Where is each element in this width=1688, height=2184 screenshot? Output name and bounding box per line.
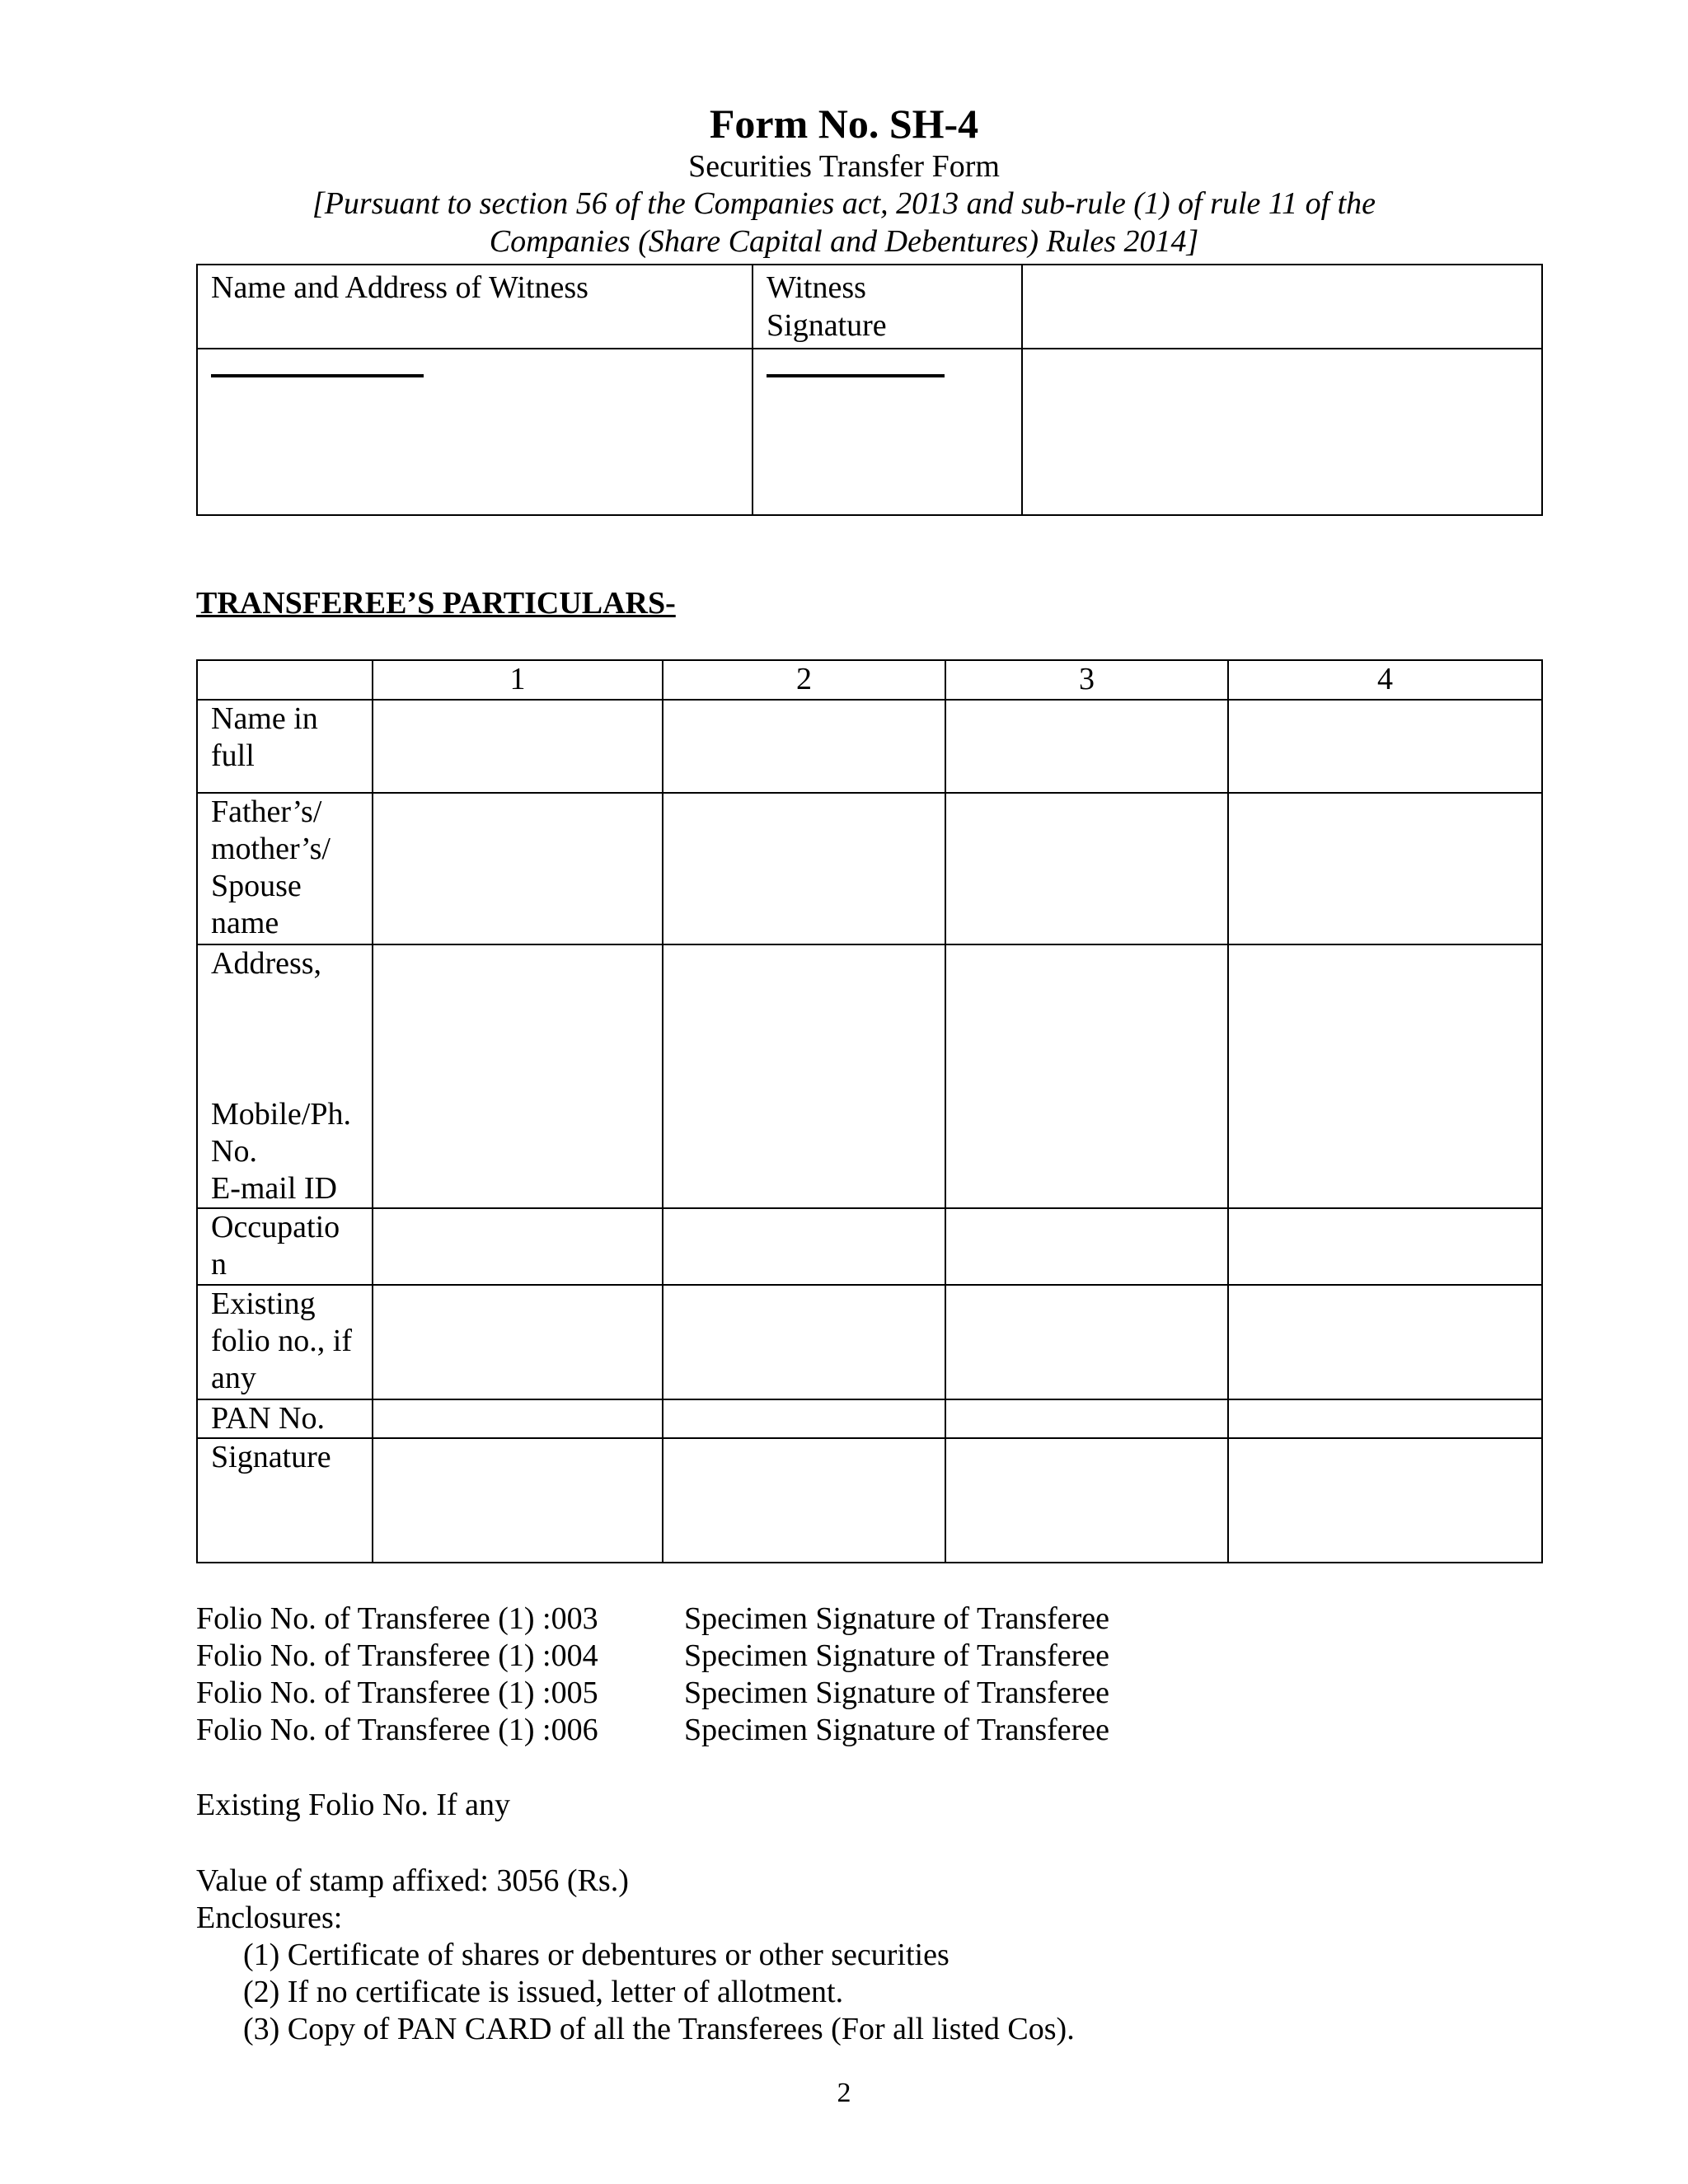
signature-cell-3[interactable]	[945, 1438, 1228, 1563]
transferee-heading: TRANSFEREE’S PARTICULARS-	[196, 586, 676, 621]
occupation-cell-1[interactable]	[373, 1208, 663, 1285]
occupation-cell-2[interactable]	[663, 1208, 945, 1285]
witness-name-header: Name and Address of Witness	[197, 265, 753, 349]
row-label-folio	[197, 1285, 373, 1399]
name-cell-3[interactable]	[945, 700, 1228, 793]
label-line: n	[211, 1247, 227, 1282]
row-label-name	[197, 700, 373, 793]
column-header-1: 1	[373, 660, 663, 700]
table-row	[197, 700, 1542, 793]
witness-name-underline	[211, 374, 424, 377]
signature-cell-1[interactable]	[373, 1438, 663, 1563]
contact-label	[211, 1096, 351, 1207]
name-cell-1[interactable]	[373, 700, 663, 793]
label-line: Name in	[211, 701, 318, 736]
row-label-address	[197, 944, 373, 1208]
row-label-pan: PAN No.	[197, 1399, 373, 1438]
enclosure-item: (2) If no certificate is issued, letter of allotment.	[243, 1975, 844, 2009]
row-label-occupation	[197, 1208, 373, 1285]
pan-cell-1[interactable]	[373, 1399, 663, 1438]
label-line: Occupatio	[211, 1210, 340, 1244]
address-cell-2[interactable]	[663, 944, 945, 1208]
folio-number: Folio No. of Transferee (1) :006	[196, 1713, 598, 1747]
witness-signature-header-line-1: Witness	[767, 270, 866, 305]
label-line: name	[211, 906, 279, 940]
folio-line	[196, 1601, 1110, 1638]
parent-cell-1[interactable]	[373, 793, 663, 944]
parent-cell-3[interactable]	[945, 793, 1228, 944]
enclosure-item: (3) Copy of PAN CARD of all the Transferees (For all listed Cos).	[243, 2012, 1075, 2046]
label-line: Father’s/	[211, 794, 322, 829]
pursuant-note	[0, 185, 1688, 260]
folio-number: Folio No. of Transferee (1) :004	[196, 1638, 598, 1673]
label-line: Spouse	[211, 869, 302, 903]
pan-cell-4[interactable]	[1228, 1399, 1542, 1438]
pan-cell-3[interactable]	[945, 1399, 1228, 1438]
folio-cell-3[interactable]	[945, 1285, 1228, 1399]
table-row	[197, 1285, 1542, 1399]
parent-cell-2[interactable]	[663, 793, 945, 944]
folio-cell-2[interactable]	[663, 1285, 945, 1399]
column-header-2: 2	[663, 660, 945, 700]
folio-number: Folio No. of Transferee (1) :005	[196, 1675, 598, 1710]
label-line: full	[211, 738, 255, 773]
header-blank	[197, 660, 373, 700]
transferee-table	[196, 659, 1543, 1563]
folio-cell-1[interactable]	[373, 1285, 663, 1399]
folio-line	[196, 1675, 1110, 1712]
label-line: No.	[211, 1134, 257, 1169]
address-cell-4[interactable]	[1228, 944, 1542, 1208]
table-row	[197, 793, 1542, 944]
enclosure-item: (1) Certificate of shares or debentures or other securities	[243, 1938, 950, 1972]
specimen-signature-label: Specimen Signature of Transferee	[684, 1638, 1110, 1673]
table-header-row	[197, 660, 1542, 700]
signature-cell-2[interactable]	[663, 1438, 945, 1563]
witness-signature-underline	[767, 374, 945, 377]
column-header-4: 4	[1228, 660, 1542, 700]
table-row	[197, 1399, 1542, 1438]
existing-folio-label: Existing Folio No. If any	[196, 1788, 511, 1822]
pursuant-line-1: [Pursuant to section 56 of the Companies act, 2013 and sub-rule (1) of rule 11 of the	[312, 186, 1376, 221]
specimen-signature-label: Specimen Signature of Transferee	[684, 1675, 1110, 1710]
label-line: Address,	[211, 946, 322, 981]
address-cell-3[interactable]	[945, 944, 1228, 1208]
witness-blank-header	[1022, 265, 1542, 349]
witness-signature-header	[753, 265, 1022, 349]
label-line: folio no., if	[211, 1324, 352, 1358]
stamp-value: Value of stamp affixed: 3056 (Rs.)	[196, 1863, 629, 1898]
label-line: Existing	[211, 1286, 316, 1321]
folio-cell-4[interactable]	[1228, 1285, 1542, 1399]
label-line: Mobile/Ph.	[211, 1097, 351, 1132]
form-subtitle: Securities Transfer Form	[688, 149, 1000, 184]
table-row	[197, 1208, 1542, 1285]
specimen-signature-label: Specimen Signature of Transferee	[684, 1713, 1110, 1747]
witness-table	[196, 264, 1543, 516]
row-label-parent	[197, 793, 373, 944]
pursuant-line-2: Companies (Share Capital and Debentures) Rules 2014]	[489, 224, 1199, 259]
folio-line	[196, 1712, 1110, 1749]
folio-line	[196, 1638, 1110, 1675]
folio-number: Folio No. of Transferee (1) :003	[196, 1601, 598, 1636]
parent-cell-4[interactable]	[1228, 793, 1542, 944]
name-cell-4[interactable]	[1228, 700, 1542, 793]
form-title: Form No. SH-4	[709, 101, 979, 147]
specimen-signature-label: Specimen Signature of Transferee	[684, 1601, 1110, 1636]
row-label-signature: Signature	[197, 1438, 373, 1563]
occupation-cell-3[interactable]	[945, 1208, 1228, 1285]
table-row	[197, 1438, 1542, 1563]
witness-blank-cell	[1022, 349, 1542, 515]
label-line: mother’s/	[211, 832, 331, 866]
label-line: E-mail ID	[211, 1171, 338, 1206]
signature-cell-4[interactable]	[1228, 1438, 1542, 1563]
enclosures-label: Enclosures:	[196, 1900, 343, 1935]
table-row	[197, 944, 1542, 1208]
column-header-3: 3	[945, 660, 1228, 700]
label-line: any	[211, 1361, 256, 1395]
occupation-cell-4[interactable]	[1228, 1208, 1542, 1285]
name-cell-2[interactable]	[663, 700, 945, 793]
witness-signature-header-line-2: Signature	[767, 308, 887, 343]
pan-cell-2[interactable]	[663, 1399, 945, 1438]
address-cell-1[interactable]	[373, 944, 663, 1208]
page-number: 2	[837, 2078, 851, 2108]
